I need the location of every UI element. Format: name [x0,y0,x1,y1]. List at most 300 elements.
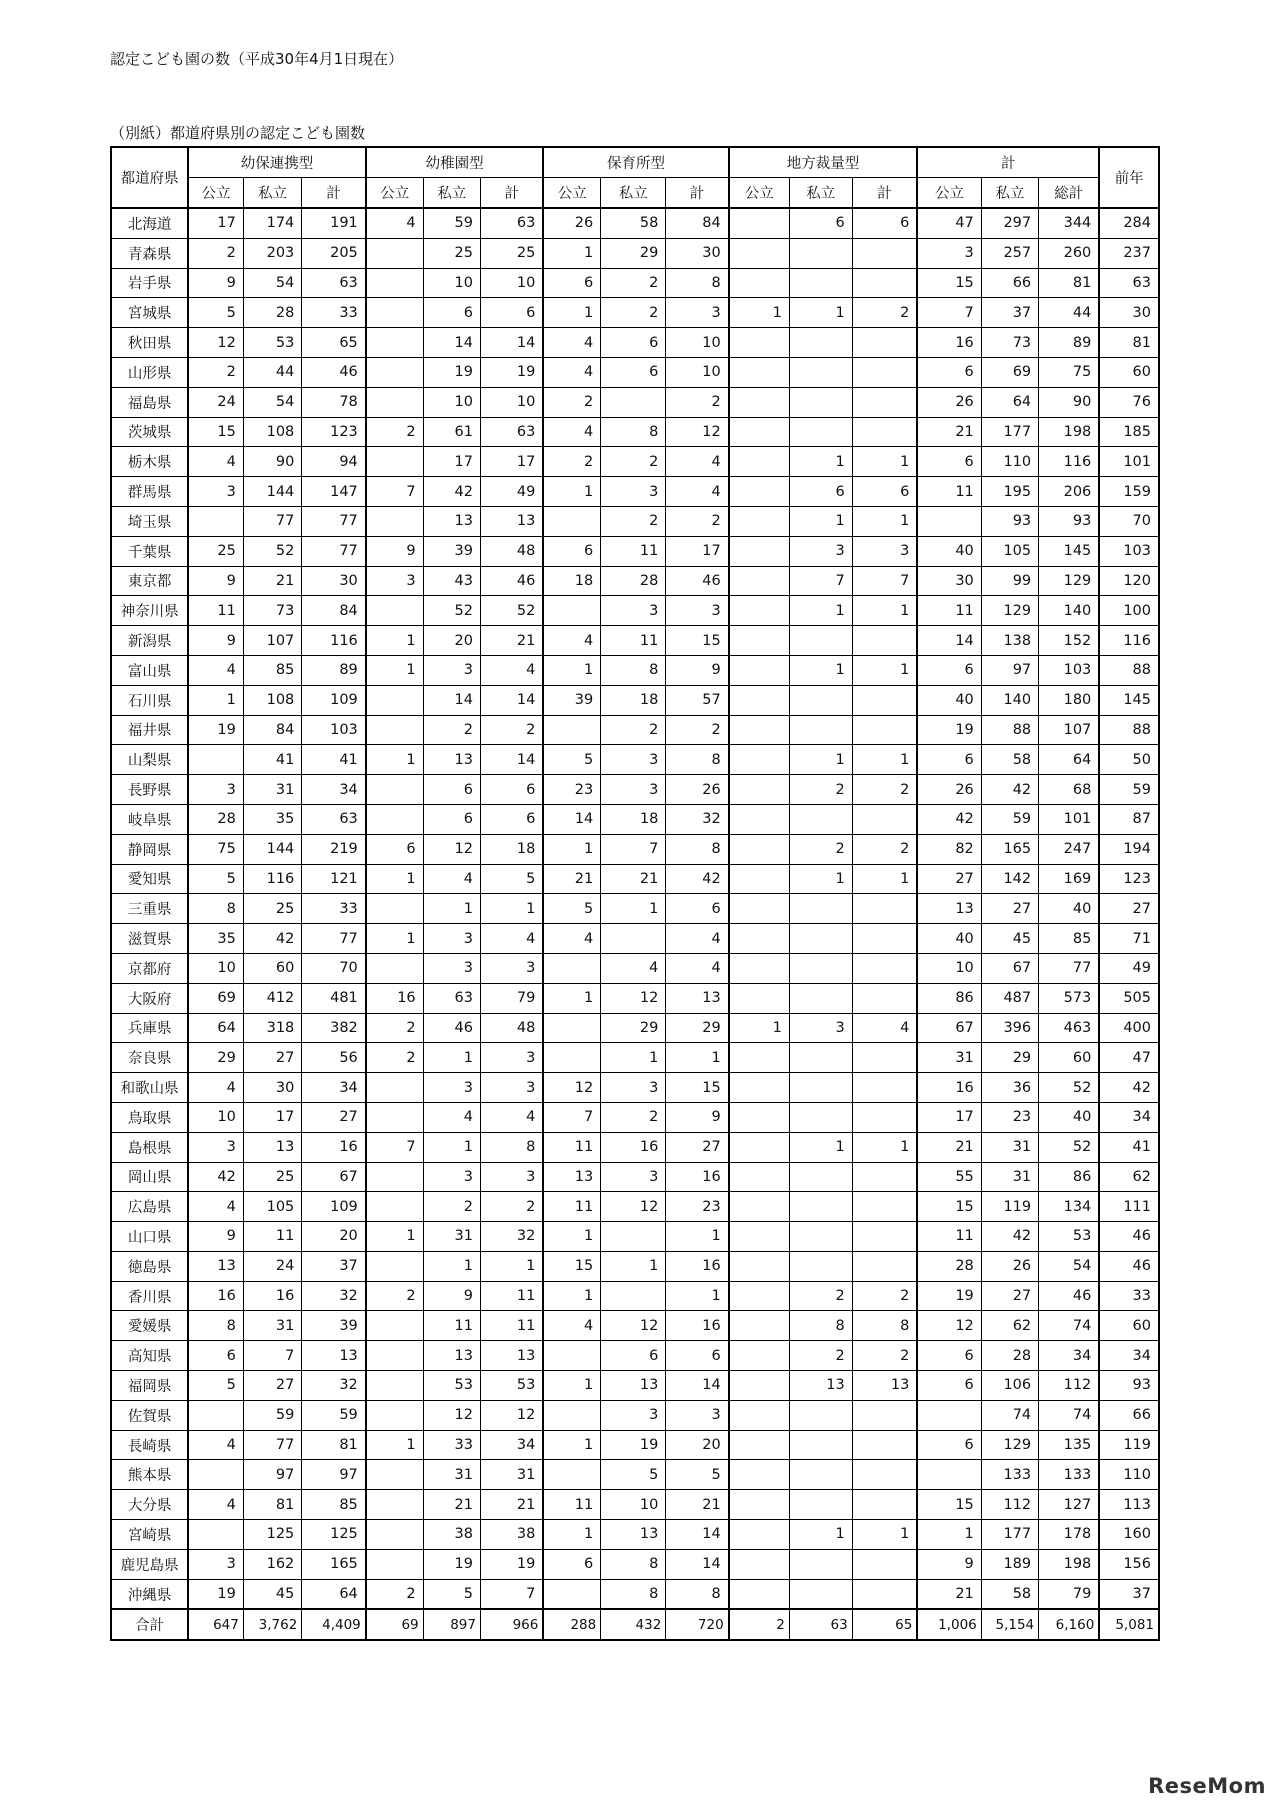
header-sub-private: 私立 [789,178,852,209]
value-cell: 6 [423,775,480,805]
table-row [111,1490,1159,1520]
value-cell: 43 [423,566,480,596]
value-cell [789,1579,852,1609]
value-cell [729,864,790,894]
value-cell: 138 [981,626,1038,656]
pref-name-cell: 佐賀県 [111,1400,188,1430]
value-cell [543,1043,600,1073]
table-row [111,208,1159,238]
value-cell: 11 [481,1311,544,1341]
value-cell: 58 [981,1579,1038,1609]
value-cell: 13 [917,894,981,924]
value-cell: 8 [481,1132,544,1162]
value-cell: 1 [188,685,243,715]
value-cell: 14 [481,685,544,715]
value-cell: 53 [423,1371,480,1401]
value-cell: 75 [1039,357,1100,387]
value-cell [852,238,917,268]
value-cell: 1 [789,447,852,477]
value-cell: 29 [601,238,666,268]
value-cell: 133 [981,1460,1038,1490]
value-cell: 3 [789,536,852,566]
value-cell: 12 [666,417,729,447]
value-cell: 1 [423,1132,480,1162]
value-cell: 4 [481,1102,544,1132]
value-cell: 6 [917,1371,981,1401]
value-cell: 1,006 [917,1609,981,1640]
value-cell: 3 [423,953,480,983]
value-cell [789,387,852,417]
value-cell: 8 [601,1579,666,1609]
value-cell: 113 [1099,1490,1159,1520]
pref-name-cell: 広島県 [111,1192,188,1222]
value-cell: 2 [666,506,729,536]
value-cell: 37 [1099,1579,1159,1609]
value-cell [729,536,790,566]
value-cell: 78 [302,387,366,417]
value-cell: 34 [1099,1341,1159,1371]
document-title: 認定こども園の数（平成30年4月1日現在） [110,50,404,68]
value-cell [789,1430,852,1460]
value-cell: 3 [188,477,243,507]
header-sub-public: 公立 [543,178,600,209]
value-cell: 1 [852,745,917,775]
value-cell: 21 [917,417,981,447]
value-cell: 1 [789,745,852,775]
value-cell: 58 [601,208,666,238]
value-cell: 31 [981,1132,1038,1162]
value-cell: 52 [423,596,480,626]
value-cell: 53 [243,328,301,358]
value-cell [852,685,917,715]
value-cell: 14 [666,1520,729,1550]
value-cell: 2 [666,387,729,417]
value-cell: 52 [481,596,544,626]
value-cell: 81 [1039,268,1100,298]
value-cell: 63 [302,804,366,834]
value-cell: 46 [481,566,544,596]
pref-name-cell: 岡山県 [111,1162,188,1192]
value-cell: 14 [423,685,480,715]
value-cell: 396 [981,1013,1038,1043]
value-cell: 432 [601,1609,666,1640]
value-cell: 1 [366,1430,423,1460]
value-cell [789,894,852,924]
value-cell [852,1579,917,1609]
value-cell: 12 [481,1400,544,1430]
value-cell: 6 [852,477,917,507]
value-cell: 121 [302,864,366,894]
value-cell: 1 [789,1132,852,1162]
value-cell: 1 [366,626,423,656]
pref-name-cell: 大阪府 [111,983,188,1013]
table-row [111,1132,1159,1162]
table-row [111,268,1159,298]
pref-name-cell: 千葉県 [111,536,188,566]
value-cell: 31 [423,1222,480,1252]
value-cell: 2 [601,298,666,328]
table-row [111,1341,1159,1371]
value-cell: 19 [481,357,544,387]
value-cell: 77 [302,924,366,954]
value-cell: 237 [1099,238,1159,268]
value-cell [729,1222,790,1252]
value-cell: 9 [188,1222,243,1252]
value-cell: 42 [243,924,301,954]
value-cell [543,953,600,983]
value-cell: 23 [543,775,600,805]
value-cell: 6 [917,1341,981,1371]
value-cell [543,506,600,536]
pref-name-cell: 岩手県 [111,268,188,298]
value-cell: 14 [666,1549,729,1579]
value-cell [543,596,600,626]
value-cell: 16 [917,1073,981,1103]
value-cell: 79 [1039,1579,1100,1609]
value-cell: 140 [1039,596,1100,626]
value-cell: 14 [666,1371,729,1401]
value-cell: 60 [1039,1043,1100,1073]
value-cell: 46 [423,1013,480,1043]
table-caption: （別紙）都道府県別の認定こども園数 [110,124,366,142]
value-cell: 21 [666,1490,729,1520]
value-cell: 159 [1099,477,1159,507]
value-cell: 6 [917,357,981,387]
value-cell [729,1102,790,1132]
value-cell: 46 [666,566,729,596]
value-cell: 481 [302,983,366,1013]
value-cell: 28 [188,804,243,834]
value-cell: 37 [981,298,1038,328]
value-cell [543,1013,600,1043]
value-cell: 36 [981,1073,1038,1103]
value-cell [789,1192,852,1222]
value-cell: 219 [302,834,366,864]
value-cell [789,1251,852,1281]
value-cell: 123 [302,417,366,447]
value-cell: 27 [302,1102,366,1132]
value-cell: 45 [243,1579,301,1609]
value-cell: 9 [423,1281,480,1311]
value-cell [852,268,917,298]
value-cell: 1 [543,834,600,864]
pref-name-cell: 群馬県 [111,477,188,507]
header-group-chiho: 地方裁量型 [729,147,918,178]
value-cell [601,387,666,417]
pref-name-cell: 京都府 [111,953,188,983]
value-cell: 13 [601,1520,666,1550]
value-cell: 2 [789,834,852,864]
value-cell: 3 [423,1162,480,1192]
value-cell: 4 [188,655,243,685]
value-cell: 116 [1039,447,1100,477]
value-cell: 50 [1099,745,1159,775]
table-row [111,804,1159,834]
value-cell: 178 [1039,1520,1100,1550]
value-cell [543,715,600,745]
value-cell [729,983,790,1013]
table-row [111,1460,1159,1490]
value-cell [366,1162,423,1192]
value-cell: 32 [481,1222,544,1252]
value-cell: 63 [1099,268,1159,298]
value-cell: 19 [423,357,480,387]
value-cell: 100 [1099,596,1159,626]
value-cell [729,745,790,775]
value-cell: 119 [981,1192,1038,1222]
value-cell: 15 [917,1490,981,1520]
value-cell: 21 [423,1490,480,1520]
value-cell: 17 [666,536,729,566]
value-cell: 13 [188,1251,243,1281]
value-cell: 2 [789,1341,852,1371]
value-cell: 2 [852,1341,917,1371]
value-cell: 10 [666,357,729,387]
value-cell: 21 [601,864,666,894]
value-cell: 3 [852,536,917,566]
value-cell: 6 [666,1341,729,1371]
value-cell: 11 [601,536,666,566]
value-cell: 165 [981,834,1038,864]
header-sub-private: 私立 [981,178,1038,209]
value-cell: 21 [481,626,544,656]
value-cell [366,1549,423,1579]
value-cell: 142 [981,864,1038,894]
value-cell: 8 [666,745,729,775]
value-cell: 62 [1099,1162,1159,1192]
value-cell: 59 [423,208,480,238]
table-row [111,387,1159,417]
value-cell: 70 [302,953,366,983]
value-cell: 3 [601,1400,666,1430]
value-cell: 87 [1099,804,1159,834]
value-cell: 6 [366,834,423,864]
value-cell: 3 [789,1013,852,1043]
value-cell: 487 [981,983,1038,1013]
pref-name-cell: 福岡県 [111,1371,188,1401]
pref-name-cell: 大分県 [111,1490,188,1520]
value-cell [729,1460,790,1490]
value-cell [729,1251,790,1281]
value-cell [789,804,852,834]
value-cell: 110 [981,447,1038,477]
value-cell: 9 [917,1549,981,1579]
value-cell [729,506,790,536]
value-cell: 4 [188,1192,243,1222]
value-cell: 2 [366,1281,423,1311]
value-cell: 101 [1099,447,1159,477]
value-cell: 10 [423,387,480,417]
value-cell [852,1192,917,1222]
value-cell: 63 [481,208,544,238]
value-cell [188,1520,243,1550]
table-row [111,775,1159,805]
value-cell: 90 [243,447,301,477]
value-cell [543,1341,600,1371]
value-cell: 1 [543,983,600,1013]
value-cell: 34 [302,775,366,805]
value-cell: 647 [188,1609,243,1640]
value-cell: 31 [243,1311,301,1341]
table-row [111,1251,1159,1281]
value-cell [789,1043,852,1073]
value-cell: 54 [243,268,301,298]
value-cell: 4 [366,208,423,238]
header-group-yochien: 幼稚園型 [366,147,544,178]
value-cell: 2 [188,238,243,268]
value-cell: 47 [917,208,981,238]
value-cell: 10 [188,1102,243,1132]
value-cell: 133 [1039,1460,1100,1490]
value-cell [729,1579,790,1609]
value-cell: 86 [917,983,981,1013]
value-cell [366,506,423,536]
value-cell [917,506,981,536]
pref-name-cell: 栃木県 [111,447,188,477]
value-cell: 1 [852,1520,917,1550]
value-cell [852,417,917,447]
table-row [111,447,1159,477]
value-cell: 29 [981,1043,1038,1073]
value-cell: 1 [543,655,600,685]
value-cell: 105 [243,1192,301,1222]
value-cell: 49 [1099,953,1159,983]
value-cell [366,1073,423,1103]
value-cell [852,1043,917,1073]
value-cell [366,238,423,268]
value-cell: 2 [423,1192,480,1222]
value-cell [789,357,852,387]
value-cell [789,685,852,715]
value-cell: 59 [302,1400,366,1430]
value-cell: 1 [852,655,917,685]
value-cell: 4 [852,1013,917,1043]
value-cell: 4 [543,417,600,447]
value-cell: 5 [543,894,600,924]
value-cell: 93 [1099,1371,1159,1401]
value-cell: 1 [789,298,852,328]
value-cell: 23 [666,1192,729,1222]
value-cell [729,1371,790,1401]
value-cell: 4,409 [302,1609,366,1640]
pref-name-cell: 新潟県 [111,626,188,656]
value-cell [789,924,852,954]
value-cell: 1 [852,864,917,894]
value-cell [366,953,423,983]
value-cell [366,1460,423,1490]
table-row [111,983,1159,1013]
value-cell: 4 [666,953,729,983]
value-cell: 19 [601,1430,666,1460]
value-cell: 27 [666,1132,729,1162]
value-cell: 3 [601,775,666,805]
value-cell: 16 [666,1311,729,1341]
value-cell: 40 [917,685,981,715]
value-cell: 16 [666,1251,729,1281]
value-cell: 2 [789,1281,852,1311]
value-cell: 194 [1099,834,1159,864]
value-cell: 15 [666,626,729,656]
value-cell [729,1043,790,1073]
value-cell [729,1400,790,1430]
value-cell: 26 [917,387,981,417]
value-cell: 284 [1099,208,1159,238]
value-cell: 13 [789,1371,852,1401]
value-cell [729,328,790,358]
value-cell: 119 [1099,1430,1159,1460]
value-cell: 54 [1039,1251,1100,1281]
value-cell [729,566,790,596]
value-cell: 10 [188,953,243,983]
value-cell: 505 [1099,983,1159,1013]
value-cell: 77 [1039,953,1100,983]
value-cell: 65 [302,328,366,358]
value-cell: 6 [601,1341,666,1371]
value-cell: 48 [481,536,544,566]
value-cell: 3 [481,1043,544,1073]
value-cell: 89 [1039,328,1100,358]
value-cell: 52 [243,536,301,566]
value-cell: 39 [302,1311,366,1341]
value-cell: 720 [666,1609,729,1640]
value-cell: 9 [188,566,243,596]
value-cell: 88 [981,715,1038,745]
pref-name-cell: 合計 [111,1609,188,1640]
value-cell: 195 [981,477,1038,507]
value-cell: 58 [981,745,1038,775]
value-cell: 12 [917,1311,981,1341]
pref-name-cell: 山形県 [111,357,188,387]
value-cell [366,1192,423,1222]
value-cell [188,745,243,775]
value-cell: 42 [423,477,480,507]
value-cell [601,924,666,954]
value-cell: 16 [243,1281,301,1311]
header-prev-year: 前年 [1099,147,1159,208]
value-cell: 10 [666,328,729,358]
value-cell: 19 [423,1549,480,1579]
value-cell: 1 [789,506,852,536]
value-cell: 16 [188,1281,243,1311]
value-cell: 46 [1099,1251,1159,1281]
value-cell: 42 [917,804,981,834]
value-cell: 35 [243,804,301,834]
value-cell: 5 [188,298,243,328]
value-cell: 116 [302,626,366,656]
pref-name-cell: 沖縄県 [111,1579,188,1609]
value-cell: 6 [188,1341,243,1371]
value-cell: 97 [302,1460,366,1490]
pref-name-cell: 神奈川県 [111,596,188,626]
value-cell: 34 [302,1073,366,1103]
value-cell: 27 [243,1043,301,1073]
value-cell: 6 [481,804,544,834]
value-cell: 152 [1039,626,1100,656]
value-cell [729,447,790,477]
value-cell: 21 [481,1490,544,1520]
value-cell [366,268,423,298]
table-row [111,1073,1159,1103]
value-cell: 54 [243,387,301,417]
table-row [111,685,1159,715]
value-cell: 60 [1099,357,1159,387]
header-sub-public: 公立 [188,178,243,209]
value-cell: 9 [188,268,243,298]
value-cell: 1 [481,1251,544,1281]
value-cell: 75 [188,834,243,864]
value-cell: 49 [481,477,544,507]
value-cell: 1 [789,864,852,894]
